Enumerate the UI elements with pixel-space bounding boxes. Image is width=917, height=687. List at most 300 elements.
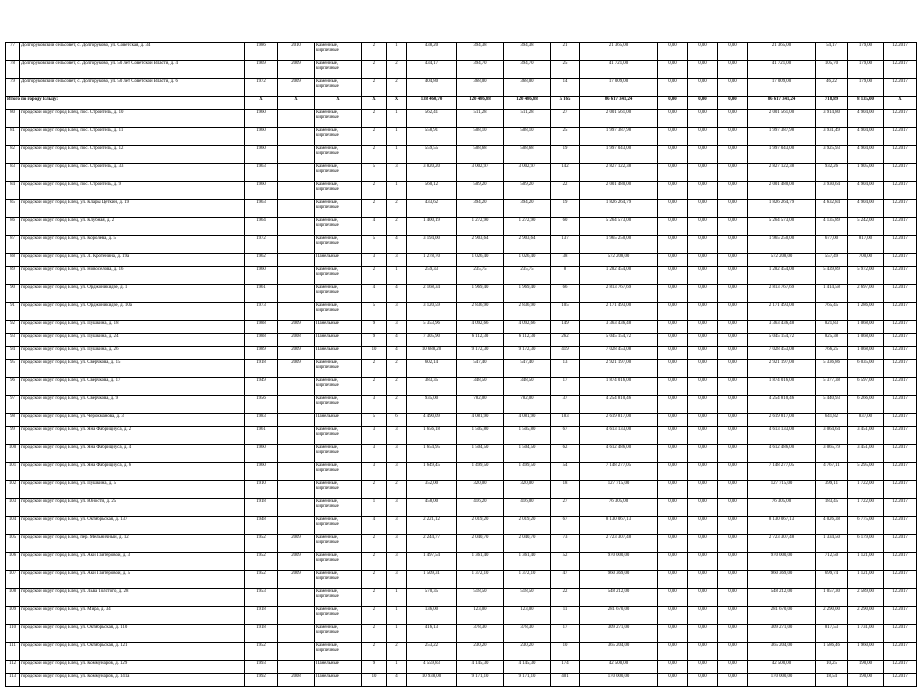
- cell-address: городской округ город Елец, ул. Аки Гайтеровой, д. 3: [20, 553, 245, 571]
- cell-cost-per-m2: 1 414,58: [816, 285, 848, 303]
- cell-c1: 0,00: [658, 553, 688, 571]
- cell-total-area: 1 654,95: [407, 445, 457, 463]
- cell-cost-per-m2: 5 336,86: [816, 360, 848, 378]
- cell-c2: 0,00: [688, 481, 718, 499]
- cell-wall-material: Каменные, кирпичные: [315, 535, 362, 553]
- cell-area-2: 2 040,70: [504, 535, 551, 553]
- cell-wall-material: Каменные, кирпичные: [315, 110, 362, 128]
- cell-c1: 0,00: [658, 445, 688, 463]
- cell-area-1: 1 372,10: [457, 571, 504, 589]
- cell-area-1: 547,40: [457, 360, 504, 378]
- cell-entrances: 2: [387, 378, 407, 396]
- cell-c2: 0,00: [688, 360, 718, 378]
- cell-floors: 2: [362, 589, 387, 607]
- cell-year-repair: X: [278, 97, 315, 110]
- cell-floors: 3: [362, 427, 387, 445]
- cell-c3: 0,00: [718, 267, 748, 285]
- cell-c3: 0,00: [718, 643, 748, 661]
- cell-deadline: 12.2017: [884, 674, 917, 687]
- cell-floors: 2: [362, 146, 387, 164]
- cell-total-area: 3 820,20: [407, 164, 457, 182]
- cell-cost-per-m2: 183,45: [816, 499, 848, 517]
- cell-n: 81: [6, 128, 20, 146]
- cell-cost-per-m2: 712,50: [816, 553, 848, 571]
- cell-wall-material: Каменные, кирпичные: [315, 625, 362, 643]
- cell-year-repair: [278, 643, 315, 661]
- cell-area-2: 230,20: [504, 643, 551, 661]
- cell-year-built: 1960: [245, 182, 278, 200]
- cell-area-1: 508,68: [457, 146, 504, 164]
- table-row: [6, 674, 917, 687]
- cell-limit: 5 242,00: [848, 218, 884, 236]
- cell-c3: 0,00: [718, 427, 748, 445]
- cell-cost-per-m2: 825,38: [816, 334, 848, 347]
- cell-cost-per-m2: 932,26: [816, 164, 848, 182]
- cell-wall-material: Каменные, кирпичные: [315, 378, 362, 396]
- cell-c1: 0,00: [658, 128, 688, 146]
- cell-floors: 2: [362, 79, 387, 97]
- cell-cost-per-m2: 4 632,84: [816, 200, 848, 218]
- cell-deadline: 12.2017: [884, 499, 917, 517]
- cell-c-other: 2 171 493,00: [748, 303, 816, 321]
- cell-year-built: 1989: [245, 347, 278, 360]
- cell-area-2: 416,00: [504, 499, 551, 517]
- cell-year-repair: 2010: [278, 43, 315, 61]
- cell-cost-per-m2: 4 767,11: [816, 463, 848, 481]
- cell-c2: 0,00: [688, 43, 718, 61]
- cell-address: городской округ город Елец, ул. Сверчкова, д. 15: [20, 360, 245, 378]
- cell-total-area: 1 400,19: [407, 218, 457, 236]
- cell-address: городской округ город Елец, пер. Мельничный, д. 12: [20, 535, 245, 553]
- cell-year-built: 1963: [245, 164, 278, 182]
- cell-deadline: 12.2017: [884, 661, 917, 674]
- cell-entrances: 3: [387, 499, 407, 517]
- cell-cost-total: 41 721,00: [580, 61, 658, 79]
- cell-total-area: 1 509,31: [407, 571, 457, 589]
- cell-wall-material: Панельные: [315, 414, 362, 427]
- cell-area-2: 2 019,20: [504, 517, 551, 535]
- cell-wall-material: Каменные, кирпичные: [315, 553, 362, 571]
- cell-area-1: 3 002,97: [457, 164, 504, 182]
- cell-address: городской округ город Елец, ул. Пушкина, д. 5: [20, 481, 245, 499]
- cell-entrances: 1: [387, 182, 407, 200]
- cell-cost-total: 4 613 133,00: [580, 427, 658, 445]
- cell-cost-total: 2 827 122,38: [580, 164, 658, 182]
- cell-year-built: 1988: [245, 334, 278, 347]
- cell-cost-per-m2: 3 064,64: [816, 427, 848, 445]
- cell-c1: 0,00: [658, 499, 688, 517]
- cell-cost-total: 3 363 436,48: [580, 321, 658, 334]
- cell-cost-per-m2: 4 135,89: [816, 218, 848, 236]
- cell-year-repair: [278, 218, 315, 236]
- cell-year-built: 1973: [245, 303, 278, 321]
- cell-address: городской округ город Елец, ул. Яна Фабрициуса, д. 4: [20, 445, 245, 463]
- cell-n: 104: [6, 517, 20, 535]
- cell-entrances: 3: [387, 321, 407, 334]
- cell-year-repair: [278, 200, 315, 218]
- cell-wall-material: Каменные, кирпичные: [315, 607, 362, 625]
- cell-residents: 18: [551, 481, 580, 499]
- cell-floors: 10: [362, 674, 387, 687]
- cell-address: городской округ город Елец, ул. Новоселова, д. 16: [20, 267, 245, 285]
- table-row: [6, 254, 917, 267]
- cell-c1: 0,00: [658, 146, 688, 164]
- cell-floors: 2: [362, 625, 387, 643]
- cell-area-2: 508,68: [504, 146, 551, 164]
- cell-area-2: 3 002,97: [504, 164, 551, 182]
- cell-area-2: 9 171,10: [504, 674, 551, 687]
- cell-year-built: 1963: [245, 200, 278, 218]
- cell-year-built: 1969: [245, 61, 278, 79]
- cell-year-built: 1960: [245, 463, 278, 481]
- cell-c2: 0,00: [688, 517, 718, 535]
- cell-c-other: 21 365,00: [748, 43, 816, 61]
- cell-cost-per-m2: 18,54: [816, 674, 848, 687]
- cell-cost-total: 7 028 453,08: [580, 347, 658, 360]
- cell-c3: 0,00: [718, 360, 748, 378]
- cell-area-2: 9 172,30: [504, 347, 551, 360]
- cell-area-1: 2 836,90: [457, 303, 504, 321]
- cell-cost-per-m2: 677,00: [816, 236, 848, 254]
- cell-c-other: 2 827 122,38: [748, 164, 816, 182]
- cell-year-built: 1952: [245, 553, 278, 571]
- cell-c2: 0,00: [688, 396, 718, 414]
- cell-deadline: 12.2017: [884, 110, 917, 128]
- cell-deadline: 12.2017: [884, 517, 917, 535]
- cell-residents: 60: [551, 218, 580, 236]
- cell-c-other: 5 264 573,00: [748, 218, 816, 236]
- cell-area-1: 394,20: [457, 200, 504, 218]
- cell-floors: 3: [362, 396, 387, 414]
- cell-area-1: 509,20: [457, 182, 504, 200]
- cell-c-other: 4 612 486,00: [748, 445, 816, 463]
- cell-cost-total: 1 997 043,00: [580, 146, 658, 164]
- cell-area-2: 368,00: [504, 79, 551, 97]
- cell-cost-per-m2: 1 057,30: [816, 589, 848, 607]
- cell-address: городской округ город Елец, ул. Орджоникидзе, д. 10а: [20, 303, 245, 321]
- cell-limit: 700,00: [848, 254, 884, 267]
- cell-entrances: 2: [387, 200, 407, 218]
- cell-cost-per-m2: 718,89: [816, 97, 848, 110]
- cell-deadline: 12.2017: [884, 182, 917, 200]
- cell-total-area: 259,33: [407, 267, 457, 285]
- cell-entrances: 3: [387, 517, 407, 535]
- cell-wall-material: Каменные, кирпичные: [315, 396, 362, 414]
- cell-entrances: 4: [387, 334, 407, 347]
- cell-year-repair: [278, 445, 315, 463]
- cell-year-repair: 2009: [278, 321, 315, 334]
- cell-total-area: 10 688,20: [407, 347, 457, 360]
- cell-limit: 2 589,00: [848, 589, 884, 607]
- cell-address: городской округ город Елец, пос. Строитель, д. 33: [20, 164, 245, 182]
- table-row: [6, 427, 917, 445]
- cell-cost-per-m2: 5 377,38: [816, 378, 848, 396]
- cell-residents: 11: [551, 607, 580, 625]
- cell-c1: 0,00: [658, 661, 688, 674]
- cell-c1: 0,00: [658, 321, 688, 334]
- cell-cost-per-m2: 399,11: [816, 481, 848, 499]
- cell-floors: 4: [362, 285, 387, 303]
- cell-area-1: 348,50: [457, 378, 504, 396]
- cell-c-other: 127 715,00: [748, 481, 816, 499]
- cell-n: 109: [6, 607, 20, 625]
- cell-area-1: 416,20: [457, 499, 504, 517]
- cell-cost-total: 17 009,00: [580, 79, 658, 97]
- cell-cost-total: 1 282 454,00: [580, 267, 658, 285]
- cell-cost-total: 281 670,00: [580, 607, 658, 625]
- cell-entrances: 2: [387, 643, 407, 661]
- cell-entrances: 3: [387, 553, 407, 571]
- cell-deadline: 12.2017: [884, 303, 917, 321]
- cell-year-built: 1952: [245, 643, 278, 661]
- table-row: [6, 378, 917, 396]
- cell-total-area: 438,20: [407, 43, 457, 61]
- cell-address: городской округ город Елец, ул. Сверчкова, д. 9: [20, 396, 245, 414]
- cell-floors: 2: [362, 360, 387, 378]
- cell-year-repair: [278, 481, 315, 499]
- cell-c-other: 970 000,00: [748, 553, 816, 571]
- table-row: [6, 110, 917, 128]
- cell-year-repair: 2009: [278, 553, 315, 571]
- cell-year-repair: [278, 236, 315, 254]
- cell-cost-total: 2 171 493,00: [580, 303, 658, 321]
- cell-deadline: 12.2017: [884, 236, 917, 254]
- cell-floors: 2: [362, 643, 387, 661]
- cell-c3: 0,00: [718, 334, 748, 347]
- cell-limit: 1 722,00: [848, 499, 884, 517]
- cell-area-2: 4 092,66: [504, 321, 551, 334]
- cell-wall-material: Каменные, кирпичные: [315, 589, 362, 607]
- cell-wall-material: Каменные, кирпичные: [315, 200, 362, 218]
- cell-year-repair: [278, 427, 315, 445]
- cell-area-1: 1 026,40: [457, 254, 504, 267]
- cell-wall-material: Каменные, кирпичные: [315, 481, 362, 499]
- cell-c1: 0,00: [658, 334, 688, 347]
- cell-c1: 0,00: [658, 267, 688, 285]
- cell-limit: 4 904,00: [848, 128, 884, 146]
- cell-n: 87: [6, 236, 20, 254]
- table-row: [6, 499, 917, 517]
- cell-cost-total: 5 264 573,00: [580, 218, 658, 236]
- cell-floors: 9: [362, 334, 387, 347]
- cell-n: 77: [6, 43, 20, 61]
- cell-entrances: 4: [387, 285, 407, 303]
- table-row: [6, 285, 917, 303]
- cell-c3: 0,00: [718, 378, 748, 396]
- cell-c-other: 86 617 341,24: [748, 97, 816, 110]
- cell-area-1: 378,30: [457, 625, 504, 643]
- cell-total-area: 416,13: [407, 625, 457, 643]
- cell-cost-total: 309 271,00: [580, 625, 658, 643]
- cell-c2: 0,00: [688, 128, 718, 146]
- cell-limit: 1 068,00: [848, 347, 884, 360]
- cell-address: городской округ город Елец, ул. Л. Кротенина, д. 19а: [20, 254, 245, 267]
- cell-wall-material: Каменные, кирпичные: [315, 463, 362, 481]
- cell-c-other: 2 921 197,00: [748, 360, 816, 378]
- cell-cost-per-m2: 105,70: [816, 61, 848, 79]
- cell-c3: 0,00: [718, 414, 748, 427]
- cell-n: 91: [6, 303, 20, 321]
- table-row: [6, 347, 917, 360]
- cell-year-built: 1960: [245, 445, 278, 463]
- cell-c3: 0,00: [718, 128, 748, 146]
- cell-c1: 0,00: [658, 200, 688, 218]
- cell-total-area: 570,35: [407, 589, 457, 607]
- cell-year-repair: 2009: [278, 79, 315, 97]
- cell-n: 105: [6, 535, 20, 553]
- cell-entrances: 4: [387, 674, 407, 687]
- cell-year-repair: [278, 517, 315, 535]
- cell-c2: 0,00: [688, 571, 718, 589]
- cell-floors: 9: [362, 661, 387, 674]
- cell-n: 107: [6, 571, 20, 589]
- cell-year-repair: [278, 164, 315, 182]
- cell-c-other: 3 363 436,48: [748, 321, 816, 334]
- cell-total-area: 10 938,00: [407, 674, 457, 687]
- table-row: [6, 445, 917, 463]
- cell-wall-material: Каменные, кирпичные: [315, 182, 362, 200]
- cell-total-area: 2 244,77: [407, 535, 457, 553]
- cell-c-other: 8 130 067,13: [748, 517, 816, 535]
- cell-c1: 0,00: [658, 571, 688, 589]
- cell-deadline: 12.2017: [884, 146, 917, 164]
- cell-c2: 0,00: [688, 267, 718, 285]
- cell-entrances: 1: [387, 128, 407, 146]
- cell-address: городской округ город Елец, ул. Пушкина, д. 18: [20, 321, 245, 334]
- cell-address: городской округ город Елец, ул. Юности, д. 25: [20, 499, 245, 517]
- cell-limit: 8 135,00: [848, 97, 884, 110]
- cell-area-1: 394,38: [457, 43, 504, 61]
- cell-n: 111: [6, 643, 20, 661]
- cell-c-other: 960 369,00: [748, 571, 816, 589]
- cell-wall-material: Каменные, кирпичные: [315, 360, 362, 378]
- cell-residents: 8: [551, 267, 580, 285]
- cell-deadline: 12.2017: [884, 414, 917, 427]
- cell-residents: 47: [551, 571, 580, 589]
- cell-year-repair: 2009: [278, 360, 315, 378]
- cell-area-1: 4 081,90: [457, 414, 504, 427]
- cell-cost-total: 4 612 486,00: [580, 445, 658, 463]
- cell-c2: 0,00: [688, 661, 718, 674]
- cell-c-other: 309 271,00: [748, 625, 816, 643]
- cell-c2: 0,00: [688, 146, 718, 164]
- cell-c3: 0,00: [718, 674, 748, 687]
- cell-limit: 6 035,00: [848, 360, 884, 378]
- cell-n: 106: [6, 553, 20, 571]
- table-row: [6, 79, 917, 97]
- cell-cost-per-m2: 699,74: [816, 571, 848, 589]
- cell-deadline: 12.2017: [884, 200, 917, 218]
- cell-floors: 2: [362, 535, 387, 553]
- cell-residents: 13: [551, 360, 580, 378]
- cell-address: городской округ город Елец, ул. Коммунаров, д. 141а: [20, 674, 245, 687]
- cell-cost-total: 127 715,00: [580, 481, 658, 499]
- cell-wall-material: Каменные, кирпичные: [315, 499, 362, 517]
- cell-cost-per-m2: 54,17: [816, 43, 848, 61]
- cell-cost-total: 86 617 341,24: [580, 97, 658, 110]
- cell-year-repair: [278, 463, 315, 481]
- cell-wall-material: Панельные: [315, 674, 362, 687]
- cell-c2: 0,00: [688, 414, 718, 427]
- cell-n: 90: [6, 285, 20, 303]
- cell-c2: 0,00: [688, 607, 718, 625]
- cell-limit: 1 068,00: [848, 334, 884, 347]
- cell-year-repair: [278, 589, 315, 607]
- cell-floors: 2: [362, 571, 387, 589]
- cell-residents: 67: [551, 517, 580, 535]
- cell-cost-total: 5 045 154,72: [580, 334, 658, 347]
- cell-limit: 1 121,00: [848, 571, 884, 589]
- cell-cost-per-m2: 765,45: [816, 303, 848, 321]
- cell-total-area: 602,14: [407, 360, 457, 378]
- table-row: [6, 571, 917, 589]
- cell-year-built: 1949: [245, 378, 278, 396]
- cell-area-2: 509,20: [504, 182, 551, 200]
- cell-cost-per-m2: 3 931,49: [816, 128, 848, 146]
- cell-wall-material: Каменные, кирпичные: [315, 517, 362, 535]
- cell-c2: 0,00: [688, 97, 718, 110]
- cell-deadline: 12.2017: [884, 571, 917, 589]
- cell-year-built: 1918: [245, 499, 278, 517]
- cell-area-2: 1 026,40: [504, 254, 551, 267]
- cell-address: Долгоруковский сельсовет, с. Долгоруково, ул. 50 лет Советской Власти, д. 6: [20, 79, 245, 97]
- cell-c-other: 76 305,00: [748, 499, 816, 517]
- cell-total-area: 935,00: [407, 396, 457, 414]
- cell-c3: 0,00: [718, 61, 748, 79]
- cell-limit: 190,00: [848, 674, 884, 687]
- cell-area-2: 511,28: [504, 110, 551, 128]
- cell-n: 86: [6, 218, 20, 236]
- cell-c2: 0,00: [688, 254, 718, 267]
- table-row: [6, 661, 917, 674]
- cell-entrances: 1: [387, 43, 407, 61]
- cell-area-1: 1 505,80: [457, 427, 504, 445]
- cell-residents: 66: [551, 285, 580, 303]
- cell-deadline: 12.2017: [884, 481, 917, 499]
- cell-cost-per-m2: 766,25: [816, 347, 848, 360]
- cell-cost-per-m2: 821,83: [816, 321, 848, 334]
- cell-total-area: 560,12: [407, 182, 457, 200]
- cell-cost-per-m2: 2 290,00: [816, 607, 848, 625]
- cell-year-built: 1993: [245, 661, 278, 674]
- cell-area-1: 1 499,50: [457, 463, 504, 481]
- cell-year-built: 1992: [245, 674, 278, 687]
- cell-wall-material: Панельные: [315, 661, 362, 674]
- cell-area-1: 368,00: [457, 79, 504, 97]
- cell-residents: 21: [551, 43, 580, 61]
- cell-limit: 1 731,00: [848, 625, 884, 643]
- cell-c3: 0,00: [718, 481, 748, 499]
- cell-year-repair: 2009: [278, 61, 315, 79]
- cell-c-other: 4 613 133,00: [748, 427, 816, 445]
- cell-floors: 2: [362, 182, 387, 200]
- cell-c2: 0,00: [688, 200, 718, 218]
- cell-residents: 5 165: [551, 97, 580, 110]
- cell-entrances: X: [387, 97, 407, 110]
- cell-entrances: 2: [387, 79, 407, 97]
- cell-c2: 0,00: [688, 321, 718, 334]
- table-row: [6, 128, 917, 146]
- cell-n: 97: [6, 396, 20, 414]
- cell-c-other: 170 000,00: [748, 674, 816, 687]
- cell-deadline: 12.2017: [884, 378, 917, 396]
- cell-year-repair: [278, 396, 315, 414]
- cell-entrances: 3: [387, 571, 407, 589]
- cell-year-built: 1960: [245, 267, 278, 285]
- cell-address: городской округ город Елец, ул. Аки Гайтеровой, д. 5: [20, 571, 245, 589]
- cell-c3: 0,00: [718, 661, 748, 674]
- table-row: [6, 589, 917, 607]
